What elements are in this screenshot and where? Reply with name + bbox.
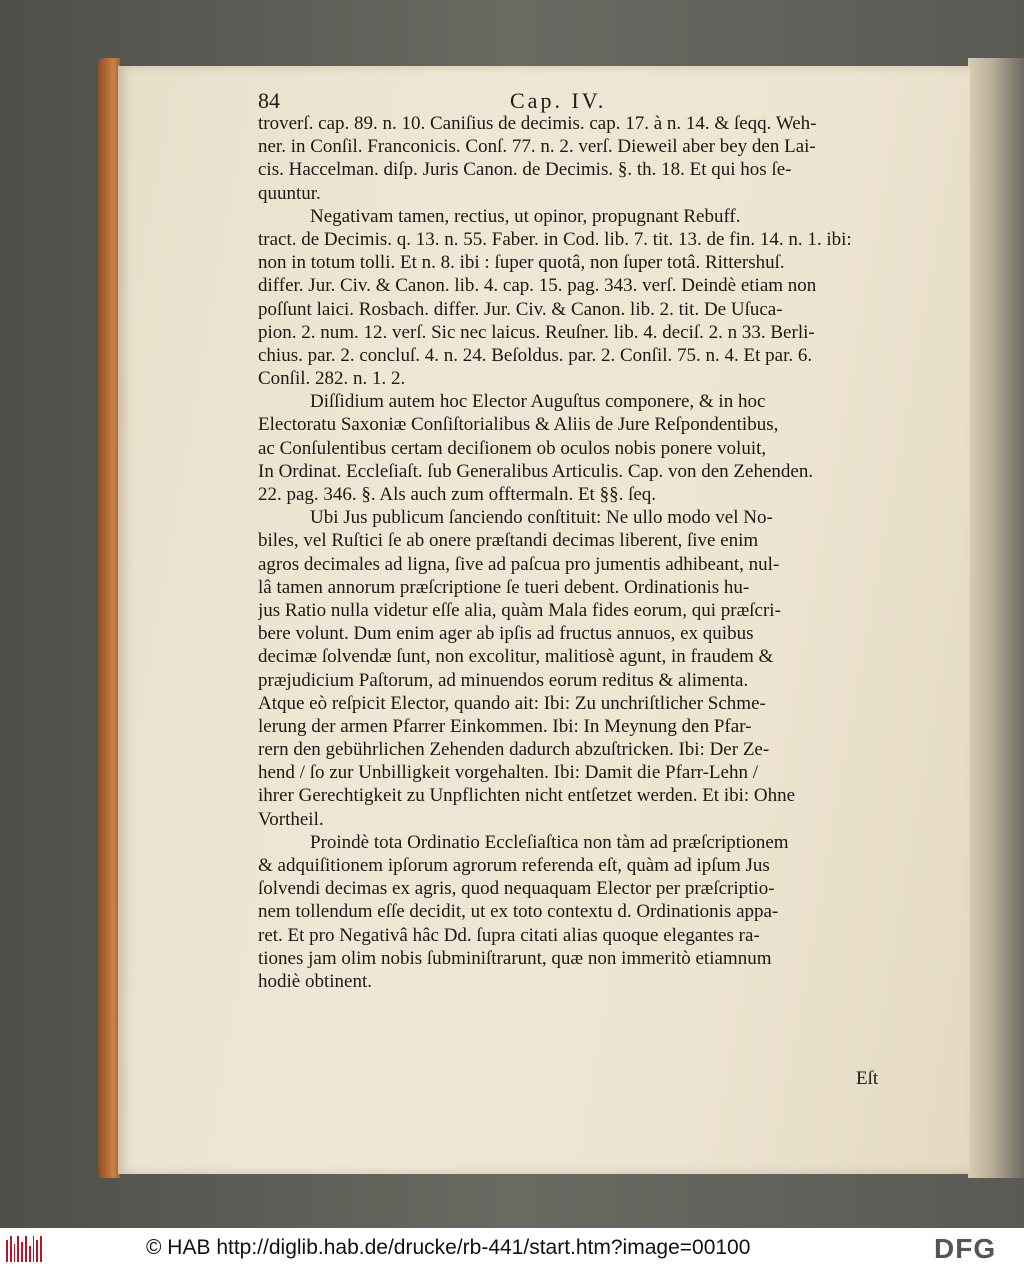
text-line: Negativam tamen, rectius, ut opinor, propugnant Rebuff. [310,205,741,227]
text-line: cis. Haccelman. diſp. Juris Canon. de Decimis. §. th. 18. Et qui hos ſe- [258,159,792,181]
viewer-footer [0,1228,1024,1268]
text-line: hend / ſo zur Unbilligkeit vorgehalten. Ibi: Damit die Pfarr-Lehn / [258,762,759,784]
text-line: Ubi Jus publicum ſanciendo conſtituit: Ne ullo modo vel No- [310,507,773,529]
text-line: ſolvendi decimas ex agris, quod nequaquam Elector per præſcriptio- [258,878,775,900]
page-number: 84 [258,88,280,113]
text-line: ac Conſulentibus certam deciſionem ob oculos nobis ponere voluit, [258,437,767,459]
text-line: chius. par. 2. concluſ. 4. n. 24. Beſoldus. par. 2. Conſil. 75. n. 4. Et par. 6. [258,344,813,366]
text-line: tract. de Decimis. q. 13. n. 55. Faber. in Cod. lib. 7. tit. 13. de fin. 14. n. 1. ibi: [258,228,852,250]
text-line: jus Ratio nulla videtur eſſe alia, quàm Mala fides eorum, qui præſcri- [258,599,781,621]
text-line: 22. pag. 346. §. Als auch zum offtermaln. Et §§. ſeq. [258,484,657,505]
text-line: præjudicium Paſtorum, ad minuendos eorum reditus & alimenta. [258,669,749,691]
text-line: bere volunt. Dum enim ager ab ipſis ad fructus annuos, ex quibus [258,623,754,645]
text-line: In Ordinat. Eccleſiaſt. ſub Generalibus Articulis. Cap. von den Zehenden. [258,460,814,482]
text-line: Vortheil. [258,808,324,830]
book-page-edges-left [98,58,120,1178]
catchword: Eſt [856,1068,879,1089]
text-line: ihrer Gerechtigkeit zu Unpflichten nicht entſetzet werden. Et ibi: Ohne [258,785,796,807]
copyright-link[interactable]: © HAB http://diglib.hab.de/drucke/rb-441/start.htm?image=00100 [146,1236,751,1259]
running-head: Cap. IV. [510,88,607,113]
text-line: ret. Et pro Negativâ hâc Dd. ſupra citati alias quoque elegantes ra- [258,924,760,946]
text-line: rern den gebührlichen Zehenden dadurch abzuſtricken. Ibi: Der Ze- [258,739,770,761]
page-text [258,112,886,993]
text-line: decimæ ſolvendæ ſunt, non excolitur, malitiosè agunt, in fraudem & [258,646,774,668]
text-line: non in totum tolli. Et n. 8. ibi : ſuper quotâ, non ſuper totâ. Rittershuſ. [258,252,785,274]
text-line: poſſunt laici. Rosbach. differ. Jur. Civ. & Canon. lib. 2. tit. De Uſuca- [258,298,783,320]
book-page-edges-right [968,58,1024,1178]
text-line: & adquiſitionem ipſorum agrorum referenda eſt, quàm ad ipſum Jus [258,855,770,876]
text-line: lerung der armen Pfarrer Einkommen. Ibi: In Meynung den Pfar- [258,715,752,737]
text-line: Proindè tota Ordinatio Eccleſiaſtica non tàm ad præſcriptionem [310,831,789,853]
text-line: biles, vel Ruſtici ſe ab onere præſtandi decimas liberent, ſive enim [258,530,759,552]
hab-logo-icon [6,1234,42,1262]
text-line: tiones jam olim nobis ſubminiſtrarunt, quæ non immeritò etiamnum [258,947,772,969]
text-line: nem tollendum eſſe decidit, ut ex toto contextu d. Ordinationis appa- [258,901,779,923]
text-line: differ. Jur. Civ. & Canon. lib. 4. cap. 15. pag. 343. verſ. Deindè etiam non [258,275,817,297]
text-line: pion. 2. num. 12. verſ. Sic nec laicus. Reuſner. lib. 4. deciſ. 2. n 33. Berli- [258,321,815,343]
text-line: lâ tamen annorum præſcriptione ſe tueri debent. Ordinationis hu- [258,576,750,598]
text-line: Conſil. 282. n. 1. 2. [258,368,406,390]
text-line: Atque eò reſpicit Elector, quando ait: Ibi: Zu unchriſtlicher Schme- [258,692,766,714]
text-line: ner. in Conſil. Franconicis. Conſ. 77. n. 2. verſ. Dieweil aber bey den Lai- [258,136,816,158]
text-line: hodiè obtinent. [258,970,372,992]
text-line: agros decimales ad ligna, ſive ad paſcua pro jumentis adhibeant, nul- [258,553,780,575]
text-line: Diſſidium autem hoc Elector Auguſtus componere, & in hoc [310,391,766,413]
dfg-logo: DFG [934,1233,997,1264]
text-line: quuntur. [258,182,321,204]
text-line: troverſ. cap. 89. n. 10. Caniſius de decimis. cap. 17. à n. 14. & ſeqq. Weh- [258,113,817,134]
text-line: Electoratu Saxoniæ Conſiſtorialibus & Aliis de Jure Reſpondentibus, [258,414,779,436]
